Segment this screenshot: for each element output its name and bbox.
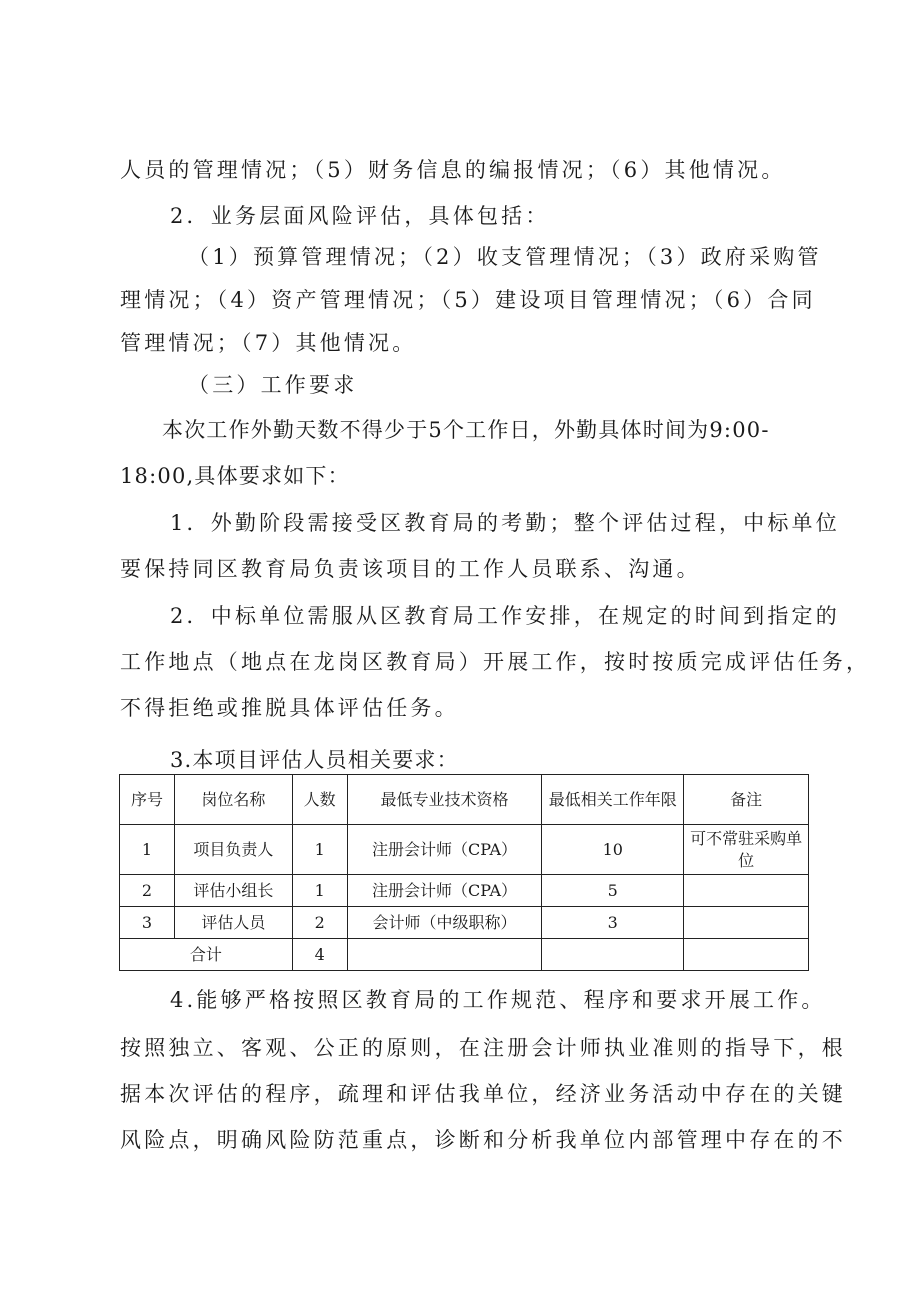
paragraph-line: （1）预算管理情况；（2）收支管理情况；（3）政府采购管: [188, 245, 822, 269]
paragraph-line: 本次工作外勤天数不得少于5个工作日，外勤具体时间为9:00-: [162, 418, 770, 442]
paragraph-line: 据本次评估的程序，疏理和评估我单位，经济业务活动中存在的关键: [120, 1082, 846, 1106]
table-cell: 注册会计师（CPA）: [347, 825, 542, 875]
table-header: 人数: [292, 775, 347, 825]
table-cell: 3: [120, 907, 175, 939]
table-header-row: [120, 775, 809, 825]
table-cell: [684, 907, 809, 939]
paragraph-line: 2．业务层面风险评估，具体包括：: [170, 204, 550, 228]
table-cell: 注册会计师（CPA）: [347, 875, 542, 907]
paragraph-line: 管理情况；（7）其他情况。: [120, 331, 417, 355]
table-cell: [347, 939, 542, 971]
paragraph-line: 按照独立、客观、公正的原则，在注册会计师执业准则的指导下，根: [120, 1036, 846, 1060]
total-label: 合计: [120, 939, 293, 971]
table-total-row: [120, 939, 809, 971]
paragraph-line: 要保持同区教育局负责该项目的工作人员联系、沟通。: [120, 557, 701, 581]
total-count: 4: [292, 939, 347, 971]
table-cell: [684, 939, 809, 971]
table-cell: 3: [542, 907, 684, 939]
table-cell: 10: [542, 825, 684, 875]
table-header: 岗位名称: [174, 775, 292, 825]
table-row: [120, 907, 809, 939]
table-cell: 2: [292, 907, 347, 939]
table-row: [120, 825, 809, 875]
paragraph-line: 人员的管理情况；（5）财务信息的编报情况；（6）其他情况。: [120, 158, 786, 182]
table-cell: 1: [292, 875, 347, 907]
paragraph-line: 18:00,具体要求如下：: [120, 464, 350, 488]
table-cell: [684, 875, 809, 907]
table-header: 最低专业技术资格: [347, 775, 542, 825]
table-cell: 2: [120, 875, 175, 907]
table-cell: 会计师（中级职称）: [347, 907, 542, 939]
table-cell: [542, 939, 684, 971]
table-cell: 项目负责人: [174, 825, 292, 875]
table-cell: 评估人员: [174, 907, 292, 939]
table-header: 备注: [684, 775, 809, 825]
staff-requirements-table: [119, 774, 809, 971]
paragraph-line: 1．外勤阶段需接受区教育局的考勤；整个评估过程，中标单位: [170, 511, 840, 535]
table-cell: 5: [542, 875, 684, 907]
paragraph-line: 2．中标单位需服从区教育局工作安排，在规定的时间到指定的: [170, 604, 840, 628]
paragraph-line: 不得拒绝或推脱具体评估任务。: [120, 696, 459, 720]
paragraph-line: 工作地点（地点在龙岗区教育局）开展工作，按时按质完成评估任务，: [120, 650, 871, 674]
table-cell: 评估小组长: [174, 875, 292, 907]
table-cell: 1: [120, 825, 175, 875]
section-heading: （三）工作要求: [188, 373, 358, 397]
table-row: [120, 875, 809, 907]
table-cell: 可不常驻采购单位: [684, 825, 809, 875]
table-cell: 1: [292, 825, 347, 875]
paragraph-line: 风险点，明确风险防范重点，诊断和分析我单位内部管理中存在的不: [120, 1128, 846, 1152]
paragraph-line: 理情况；（4）资产管理情况；（5）建设项目管理情况；（6）合同: [120, 288, 816, 312]
table-header: 最低相关工作年限: [542, 775, 684, 825]
table-header: 序号: [120, 775, 175, 825]
paragraph-line: 3.本项目评估人员相关要求：: [170, 748, 459, 772]
paragraph-line: 4.能够严格按照区教育局的工作规范、程序和要求开展工作。: [170, 988, 826, 1012]
